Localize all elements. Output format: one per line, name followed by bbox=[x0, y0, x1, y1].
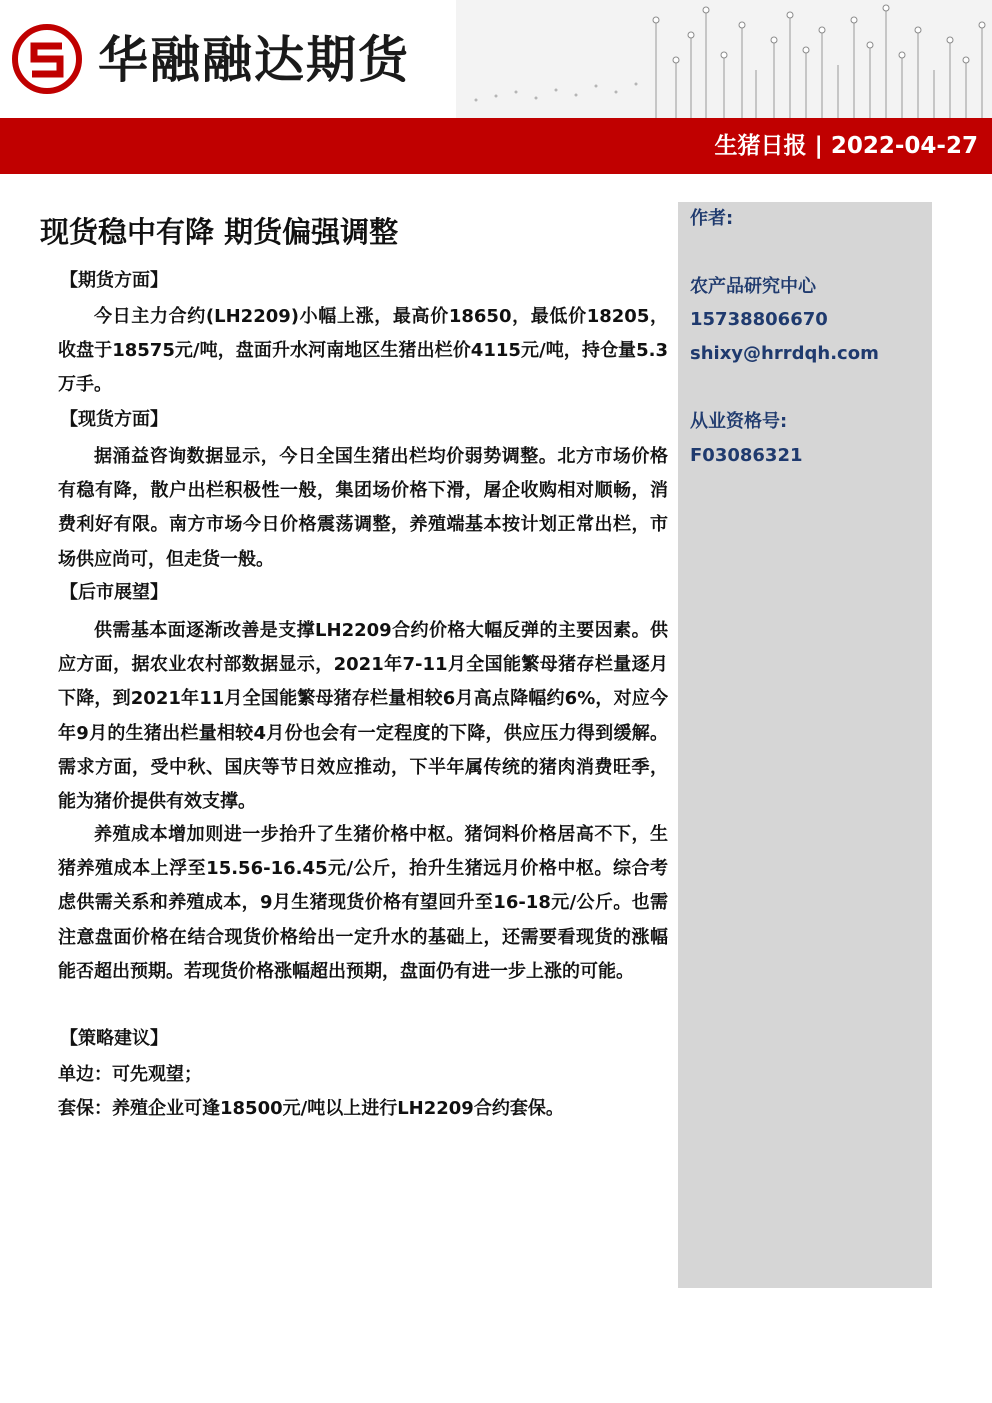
section-heading-spot: 【现货方面】 bbox=[60, 409, 168, 430]
report-type-date: 生猪日报 | 2022-04-27 bbox=[714, 133, 978, 159]
strategy-line-hedge: 套保：养殖企业可逢18500元/吨以上进行LH2209合约套保。 bbox=[58, 1098, 564, 1119]
author-department: 农产品研究中心 bbox=[690, 276, 816, 297]
author-phone: 15738806670 bbox=[690, 309, 828, 330]
article-title: 现货稳中有降 期货偏强调整 bbox=[40, 215, 399, 249]
company-logo-icon bbox=[12, 24, 82, 94]
license-number: F03086321 bbox=[690, 445, 803, 466]
strategy-line-single: 单边：可先观望； bbox=[58, 1064, 202, 1085]
section-heading-futures: 【期货方面】 bbox=[60, 270, 168, 291]
author-email: shixy@hrrdqh.com bbox=[690, 343, 879, 364]
futures-paragraph: 今日主力合约(LH2209)小幅上涨，最高价18650，最低价18205，收盘于18575元/吨，盘面升水河南地区生猪出栏价4115元/吨，持仓量5.3万手。 bbox=[58, 306, 668, 396]
brand-name: 华融融达期货 bbox=[98, 30, 410, 89]
outlook-paragraph-1: 供需基本面逐渐改善是支撑LH2209合约价格大幅反弹的主要因素。供应方面，据农业农村部数据显示，2021年7-11月全国能繁母猪存栏量逐月下降，到2021年11月全国能繁母猪存栏量相较6月高点降幅约6%，对应今年9月的生猪出栏量相较4月份也会有一定程度的下降，供应压力得到缓解。需求方面，受中秋、国庆等节日效应推动，下半年属传统的猪肉消费旺季，能为猪价提供有效支撑。 bbox=[58, 620, 668, 813]
author-label: 作者: bbox=[690, 208, 734, 229]
license-label: 从业资格号: bbox=[690, 411, 788, 432]
spot-paragraph: 据涌益咨询数据显示，今日全国生猪出栏均价弱势调整。北方市场价格有稳有降，散户出栏积极性一般，集团场价格下滑，屠企收购相对顺畅，消费利好有限。南方市场今日价格震荡调整，养殖端基本按计划正常出栏，市场供应尚可，但走货一般。 bbox=[58, 446, 668, 570]
section-heading-strategy: 【策略建议】 bbox=[60, 1028, 168, 1049]
outlook-paragraph-2: 养殖成本增加则进一步抬升了生猪价格中枢。猪饲料价格居高不下，生猪养殖成本上浮至15.56-16.45元/公斤，抬升生猪远月价格中枢。综合考虑供需关系和养殖成本，9月生猪现货价格有望回升至16-18元/公斤。也需注意盘面价格在结合现货价格给出一定升水的基础上，还需要看现货的涨幅能否超出预期。若现货价格涨幅超出预期，盘面仍有进一步上涨的可能。 bbox=[58, 824, 668, 982]
header-decoration bbox=[456, 0, 992, 118]
section-heading-outlook: 【后市展望】 bbox=[60, 582, 168, 603]
